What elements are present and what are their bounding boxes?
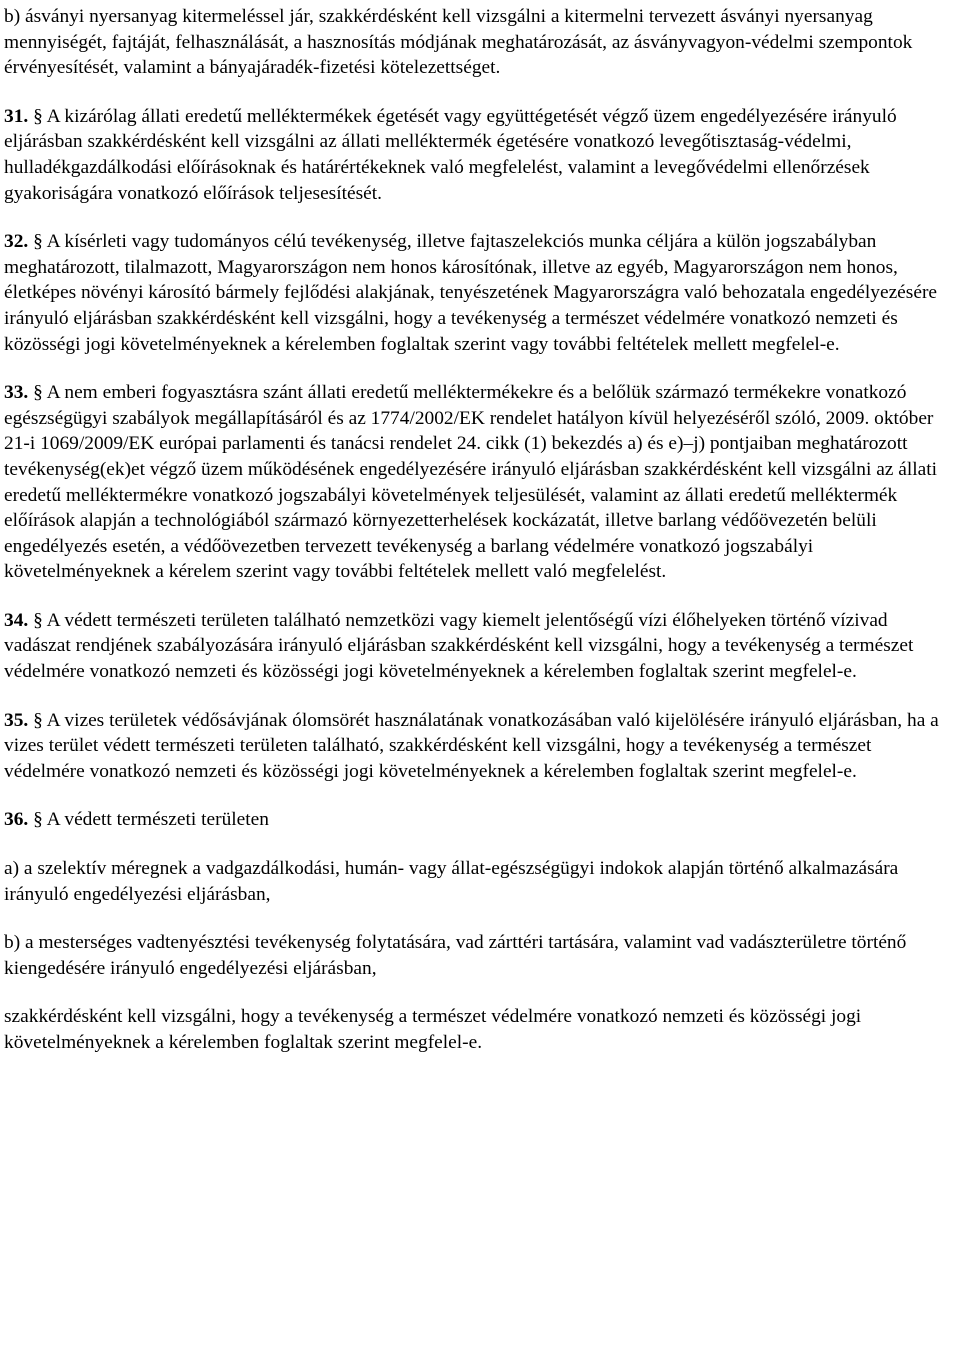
section-number: 31. xyxy=(4,105,29,127)
section-34 xyxy=(4,608,950,685)
section-32 xyxy=(4,229,950,357)
section-number: 35. xyxy=(4,709,29,731)
section-31 xyxy=(4,104,950,206)
section-text: A kísérleti vagy tudományos célú tevékenység, illetve fajtaszelekciós munka céljára a külön jogszabályban meghatározott, tilalmazott, Magyarországon nem honos károsítónak, illetve az egyéb, Magyarországon nem honos, életképes növényi károsító bármely fejlődési alakjának, tenyészetének Magyarországra való behozatala engedélyezésére irányuló eljárásban szakkérdésként kell vizsgálni, hogy a tevékenység a természet védelmére vonatkozó nemzeti és közösségi jogi követelményeknek a kérelemben foglaltak szerint vagy további feltételek mellett megfelel-e. xyxy=(4,231,938,355)
section-sign-icon: § xyxy=(33,105,43,127)
section-number: 34. xyxy=(4,609,29,631)
closing-text: szakkérdésként kell vizsgálni, hogy a tevékenység a természet védelmére vonatkozó nemzeti és közösségi jogi követelményeknek a kérelemben foglaltak szerint megfelel-e. xyxy=(4,1006,862,1053)
section-number: 36. xyxy=(4,809,29,831)
section-number: 33. xyxy=(4,382,29,404)
paragraph-text: b) ásványi nyersanyag kitermeléssel jár, szakkérdésként kell vizsgálni a kitermelni tervezett ásványi nyersanyag mennyiségét, fajtáját, felhasználását, a hasznosítás módjának meghatározását, az ásványvagyon-védelmi szempontok érvényesítését, valamint a bányajáradék-fizetési kötelezettséget. xyxy=(4,6,913,79)
section-sign-icon: § xyxy=(33,231,43,253)
section-35 xyxy=(4,708,950,785)
section-text: A kizárólag állati eredetű melléktermékek égetését vagy együttégetését végző üzem engedélyezésére irányuló eljárásban szakkérdésként kell vizsgálni az állati melléktermék égetésére vonatkozó levegőtisztaság-védelmi, hulladékgazdálkodási előírásoknak és határértékeknek való megfelelést, valamint a levegővédelmi ellenőrzések gyakoriságára vonatkozó előírások teljesesítését. xyxy=(4,105,897,204)
section-sign-icon: § xyxy=(33,609,43,631)
point-text: a) a szelektív méregnek a vadgazdálkodási, humán- vagy állat-egészségügyi indokok alapján történő alkalmazására irányuló engedélyezési eljárásban, xyxy=(4,858,899,905)
point-text: b) a mesterséges vadtenyésztési tevékenység folytatására, vad zárttéri tartására, valamint vad vadászterületre történő kiengedésére irányuló engedélyezési eljárásban, xyxy=(4,932,907,979)
section-number: 32. xyxy=(4,231,29,253)
section-text: A védett természeti területen xyxy=(46,809,269,831)
section-36 xyxy=(4,807,950,833)
section-36-point-b xyxy=(4,930,950,981)
section-33 xyxy=(4,380,950,585)
section-sign-icon: § xyxy=(33,709,43,731)
paragraph-b-asvanyi xyxy=(4,4,950,81)
section-36-closing xyxy=(4,1004,950,1055)
section-text: A védett természeti területen található nemzetközi vagy kiemelt jelentőségű vízi élőhelyeken történő vízivad vadászat rendjének szabályozására irányuló eljárásban szakkérdésként kell vizsgálni, hogy a tevékenység a természet védelmére vonatkozó nemzeti és közösségi jogi követelményeknek a kérelemben foglaltak szerint megfelel-e. xyxy=(4,609,914,683)
section-36-point-a xyxy=(4,856,950,907)
section-sign-icon: § xyxy=(33,382,43,404)
section-text: A nem emberi fogyasztásra szánt állati eredetű melléktermékekre és a belőlük származó termékekre vonatkozó egészségügyi szabályok megállapításáról és az 1774/2002/EK rendelet hatályon kívül helyezéséről szóló, 2009. október 21-i 1069/2009/EK európai parlamenti és tanácsi rendelet 24. cikk (1) bekezdés a) és e)–j) pontjaiban meghatározott tevékenység(ek)et végző üzem működésének engedélyezésére irányuló eljárásban szakkérdésként kell vizsgálni az állati eredetű melléktermékre vonatkozó jogszabályi követelmények teljesülését, valamint az állati eredetű melléktermék előírások alapján a technológiából származó környezetterhelések kockázatát, illetve barlang védőövezetén belüli engedélyezés esetén, a védőövezetben tervezett tevékenység a barlang védelmére vonatkozó jogszabályi követelményeknek a kérelem szerint vagy további feltételek mellett való megfelelést. xyxy=(4,382,938,583)
section-sign-icon: § xyxy=(33,809,43,831)
section-text: A vizes területek védősávjának ólomsörét használatának vonatkozásában való kijelölésére irányuló eljárásban, ha a vizes terület védett természeti területen található, szakkérdésként kell vizsgálni, hogy a tevékenység a természet védelmére vonatkozó nemzeti és közösségi jogi követelményeknek a kérelemben foglaltak szerint megfelel-e. xyxy=(4,709,939,782)
